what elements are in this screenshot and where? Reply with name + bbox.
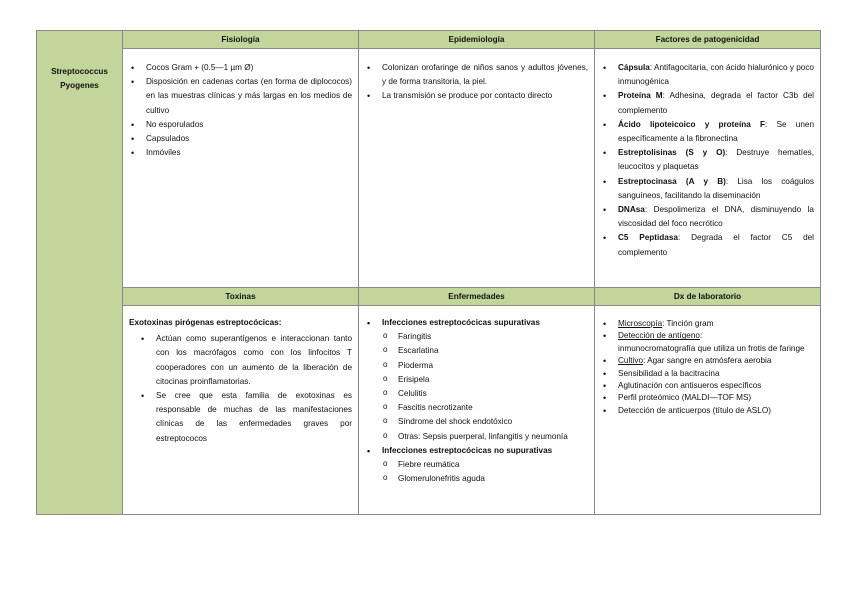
fisiologia-item: • No esporulados: [129, 118, 352, 132]
dx-item: [601, 318, 814, 330]
factor-term: Ácido lipoteicoico y proteína F: [618, 119, 766, 129]
dx-item: [601, 368, 814, 380]
header-toxinas: Toxinas: [123, 288, 359, 306]
enfermedad-item: o Celulitis: [381, 387, 588, 401]
enfermedad-item: o Erisipela: [381, 373, 588, 387]
enfermedad-item: o Fiebre reumática: [381, 458, 588, 472]
epidemiologia-item: • La transmisión se produce por contacto directo: [365, 89, 588, 103]
factor-term: Proteína M: [618, 91, 663, 101]
factor-term: Cápsula: [618, 63, 650, 72]
enfermedad-item: o Glomerulonefritis aguda: [381, 472, 588, 486]
factor-desc: : Despolimeriza el DNA, disminuyendo la viscosidad del foco necrótico: [618, 205, 814, 229]
fisiologia-item: • Capsulados: [129, 132, 352, 146]
factores-cell: [595, 49, 821, 288]
dx-cell: [595, 306, 821, 515]
dx-item: [601, 392, 814, 404]
dx-item: [601, 330, 814, 355]
epidemiologia-item: • Colonizan orofaringe de niños sanos y adultos jóvenes, y de forma transitoria, la piel.: [365, 61, 588, 89]
dx-desc: Detección de anticuerpos (título de ASLO): [618, 405, 771, 415]
header-dx: Dx de laboratorio: [595, 288, 821, 306]
dx-extra: inmunocromatografía que utiliza un frotis de faringe: [618, 343, 805, 353]
fisiologia-cell: [123, 49, 359, 288]
factor-term: C5 Peptidasa: [618, 233, 678, 243]
dx-desc: Sensibilidad a la bacitracina: [618, 368, 720, 378]
header-row-top: [37, 31, 821, 49]
dx-term: Detección de antígeno: [618, 331, 700, 341]
factor-item: [601, 61, 814, 89]
enfermedad-item: o Otras: Sepsis puerperal, linfangitis y neumonía: [381, 430, 588, 444]
factor-desc: : Antifagocitaria, con ácido hialurónico y poco inmunogénica: [618, 63, 814, 87]
factor-item: [601, 118, 814, 146]
fisiologia-item: • Inmóviles: [129, 146, 352, 160]
dx-item: [601, 405, 814, 417]
epidemiologia-cell: [359, 49, 595, 288]
toxinas-cell: [123, 306, 359, 515]
dx-item: [601, 380, 814, 392]
fisiologia-item: • Cocos Gram + (0.5—1 µm Ø): [129, 61, 352, 75]
toxina-item: • Se cree que esta familia de exotoxinas es responsable de muchas de las manifestaciones clínicas de las enfermedades graves por estreptococos: [139, 389, 352, 446]
enfermedad-item: o Síndrome del shock endotóxico: [381, 415, 588, 429]
enfermedad-item: o Fascitis necrotizante: [381, 401, 588, 415]
toxinas-lead: Exotoxinas pirógenas estreptocócicas:: [129, 318, 282, 327]
dx-desc: Perfil proteómico (MALDI—TOF MS): [618, 393, 752, 403]
dx-term: Microscopía: [618, 319, 663, 328]
dx-desc: : Tinción gram: [662, 319, 714, 328]
enfermedad-group: • Infecciones estreptocócicas no supurativas: [365, 444, 588, 458]
factor-term: Estreptolisinas (S y O): [618, 148, 726, 158]
content-row-bottom: [37, 306, 821, 515]
factor-desc: : Adhesina, degrada el factor C3b del complemento: [618, 91, 815, 115]
factor-desc: : Degrada el factor C5 del complemento: [618, 233, 814, 257]
enfermedad-item: o Faringitis: [381, 330, 588, 344]
header-factores: Factores de patogenicidad: [595, 31, 821, 49]
factor-term: DNAsa: [618, 205, 645, 215]
content-row-top: [37, 49, 821, 288]
enfermedad-group: • Infecciones estreptocócicas supurativas: [365, 316, 588, 330]
factor-item: [601, 203, 814, 231]
dx-desc: :: [699, 331, 703, 341]
factor-desc: : Destruye hematíes, leucocitos y plaquetas: [618, 148, 814, 172]
enfermedad-item: o Pioderma: [381, 359, 588, 373]
enfermedad-item: o Escarlatina: [381, 344, 588, 358]
factor-term: Estreptocinasa (A y B): [618, 176, 726, 186]
toxina-item: • Actúan como superantígenos e interaccionan tanto con los macrófagos como con los linfocitos T cooperadores con un aumento de la liberación de citocinas proinflamatorias.: [139, 332, 352, 389]
dx-desc: Aglutinación con antisueros específicos: [618, 381, 762, 391]
factor-item: [601, 89, 814, 117]
dx-desc: : Agar sangre en atmósfera aerobia: [643, 356, 772, 366]
dx-term: Cultivo: [618, 356, 644, 366]
organism-name: Streptococcus Pyogenes: [51, 67, 108, 91]
summary-table: [36, 30, 821, 515]
organism-cell: [37, 31, 123, 515]
factor-desc: : Lisa los coágulos sanguíneos, facilitando la diseminación: [618, 176, 814, 200]
header-epidemiologia: Epidemiología: [359, 31, 595, 49]
dx-item: [601, 355, 814, 367]
header-enfermedades: Enfermedades: [359, 288, 595, 306]
factor-item: [601, 231, 814, 259]
header-row-bottom: [37, 288, 821, 306]
factor-item: [601, 175, 814, 203]
factor-desc: : Se unen específicamente a la fibronectina: [618, 119, 815, 144]
factor-item: [601, 146, 814, 174]
header-fisiologia: Fisiología: [123, 31, 359, 49]
enfermedades-cell: [359, 306, 595, 515]
fisiologia-item: • Disposición en cadenas cortas (en forma de diplococos) en las muestras clínicas y más largas en los medios de cultivo: [129, 75, 352, 118]
